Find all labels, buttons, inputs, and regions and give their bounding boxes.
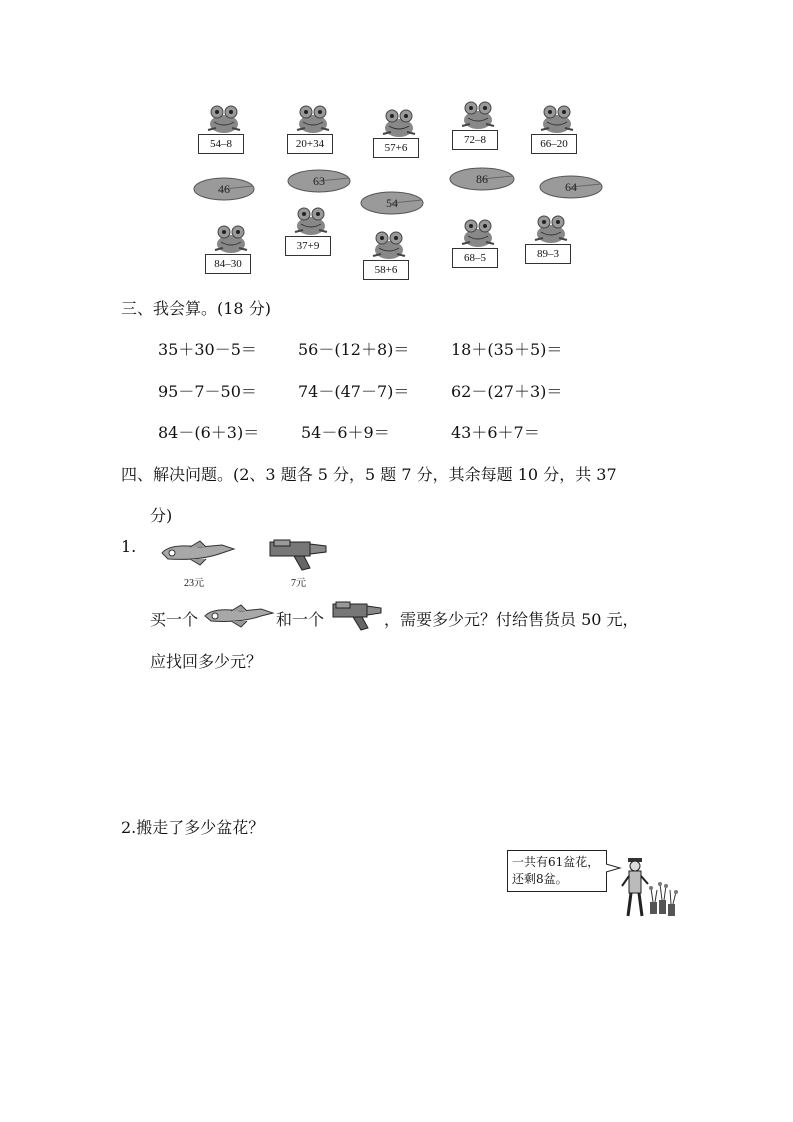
section3-heading: 三、我会算。(18 分) — [121, 299, 271, 318]
airplane-icon — [203, 604, 275, 628]
q1-text-line2: 应找回多少元？ — [150, 652, 263, 671]
q1-text-c: ，需要多少元？付给售货员 50 元， — [384, 610, 639, 629]
frog-expression: 37+9 — [285, 236, 331, 256]
equation: 35＋30－5＝ — [158, 340, 257, 359]
equation: 18＋(35＋5)＝ — [451, 340, 563, 359]
frog-icon — [458, 100, 498, 132]
frog-expression: 20+34 — [287, 134, 333, 154]
flower-pots-icon — [649, 882, 678, 916]
equation: 74－(47－7)＝ — [298, 382, 410, 401]
q1-text-b: 和一个 — [276, 610, 325, 629]
section4-heading: 四、解决问题。(2、3 题各 5 分，5 题 7 分，其余每题 10 分，共 37 — [121, 465, 617, 484]
frog-expression: 58+6 — [363, 260, 409, 280]
lily-pad-value: 46 — [218, 182, 230, 196]
frog-icon — [369, 230, 409, 262]
q2-title: 2.搬走了多少盆花？ — [121, 818, 265, 837]
water-gun-toy-image — [268, 538, 328, 572]
frog-icon — [531, 214, 571, 246]
water-gun-price: 7元 — [291, 578, 306, 589]
airplane-toy-image — [160, 539, 236, 567]
frog-card — [287, 104, 341, 160]
frog-card — [363, 230, 417, 286]
frog-icon — [379, 108, 419, 140]
lily-pad-value: 64 — [565, 180, 577, 194]
frog-card — [525, 214, 579, 270]
speech-line: 一共有61盆花， — [512, 855, 600, 869]
frog-card — [531, 104, 585, 160]
airplane-price: 23元 — [184, 578, 204, 589]
lily-pad — [449, 166, 515, 192]
water-gun-icon — [331, 600, 383, 632]
frog-expression: 72–8 — [452, 130, 498, 150]
equation: 95－7－50＝ — [158, 382, 257, 401]
frog-icon — [291, 206, 331, 238]
equation: 43＋6＋7＝ — [451, 423, 540, 442]
speech-line: 还剩8盆。 — [512, 872, 568, 886]
frog-card — [452, 100, 506, 156]
frog-expression: 89–3 — [525, 244, 571, 264]
frog-icon — [204, 104, 244, 136]
frog-expression: 66–20 — [531, 134, 577, 154]
farmer-icon — [620, 852, 680, 922]
equation: 84－(6＋3)＝ — [158, 423, 260, 442]
frog-icon — [458, 218, 498, 250]
q1-text-a: 买一个 — [150, 610, 199, 629]
frog-icon — [537, 104, 577, 136]
frog-icon — [293, 104, 333, 136]
lily-pad-value: 54 — [386, 196, 398, 210]
lily-pad — [287, 168, 351, 194]
farmer-with-flowers-image — [620, 852, 680, 922]
frog-expression: 57+6 — [373, 138, 419, 158]
frog-expression: 84–30 — [205, 254, 251, 274]
airplane-toy-inline — [203, 604, 275, 628]
frog-icon — [211, 224, 251, 256]
water-gun-toy-inline — [331, 600, 383, 632]
equation: 56－(12＋8)＝ — [298, 340, 410, 359]
frog-expression: 54–8 — [198, 134, 244, 154]
frog-card — [198, 104, 252, 160]
frog-card — [285, 206, 339, 262]
question-number: 1. — [121, 537, 137, 556]
frog-card — [373, 108, 427, 164]
section4-heading-cont: 分) — [150, 506, 173, 525]
frog-card — [452, 218, 506, 274]
lily-pad-value: 86 — [476, 172, 488, 186]
frog-card — [205, 224, 259, 280]
speech-bubble — [507, 850, 607, 892]
frog-expression: 68–5 — [452, 248, 498, 268]
lily-pad — [193, 176, 255, 202]
lily-pad — [360, 190, 424, 216]
lily-pad-value: 63 — [313, 174, 325, 188]
airplane-icon — [160, 539, 236, 567]
water-gun-icon — [268, 538, 328, 572]
lily-pad — [539, 174, 603, 200]
equation: 54－6＋9＝ — [301, 423, 390, 442]
equation: 62－(27＋3)＝ — [451, 382, 563, 401]
